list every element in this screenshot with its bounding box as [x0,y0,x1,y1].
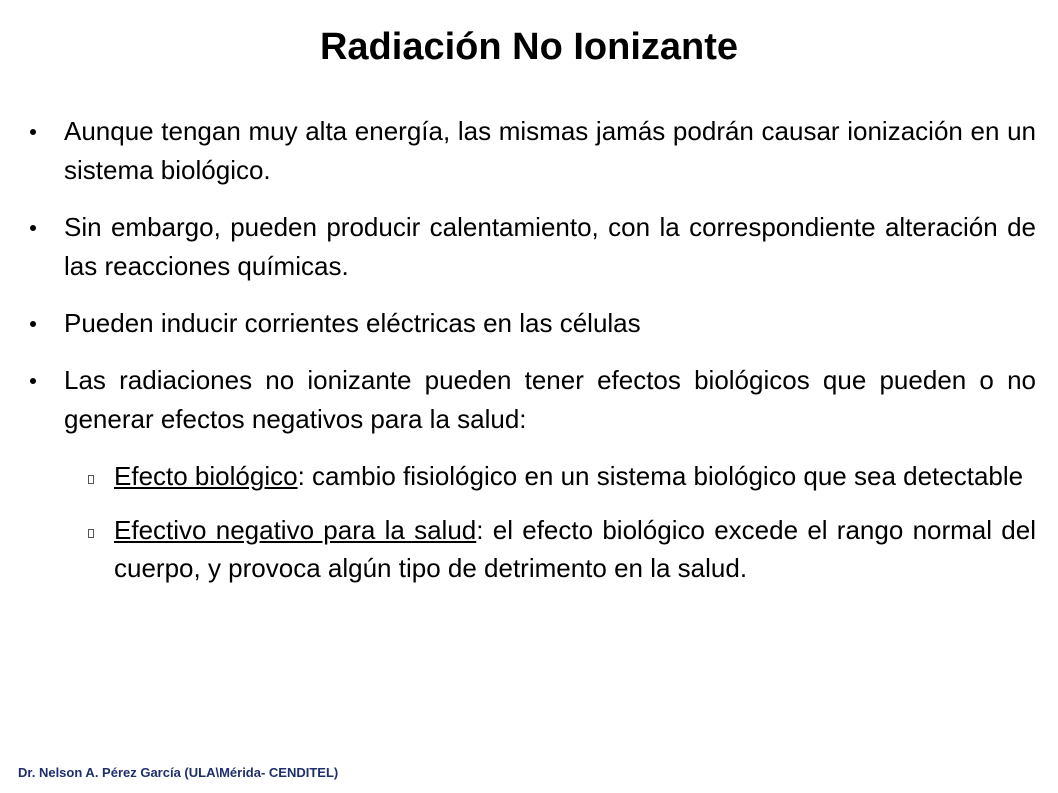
bullet-text: Las radiaciones no ionizante pueden tener efectos biológicos que pueden o no generar efectos negativos para la salud: [64,365,1036,434]
sub-bullet-term: Efecto biológico [114,461,298,491]
bullet-dot-icon [30,321,36,327]
bullet-dot-icon [30,378,36,384]
bullet-text: Sin embargo, pueden producir calentamiento, con la correspondiente alteración de las reacciones químicas. [64,212,1036,281]
bullet-text: Pueden inducir corrientes eléctricas en las células [64,308,641,338]
bullet-item [28,112,1036,190]
slide-title: Radiación No Ionizante [319,26,739,68]
bullet-dot-icon [30,129,36,135]
sub-bullet-list [78,457,1036,587]
bullet-item [28,208,1036,286]
sub-bullet-definition: : el efecto biológico excede el rango normal del cuerpo, y provoca algún tipo de detrimento en la salud. [114,515,1036,583]
sub-bullet-item [78,457,1036,495]
sub-bullet-definition: : cambio fisiológico en un sistema biológico que sea detectable [297,461,1024,491]
sub-bullet-item [78,511,1036,587]
sub-bullet-box-icon [88,475,94,484]
footer-author: Dr. Nelson A. Pérez García (ULA\Mérida- CENDITEL) [18,765,339,780]
sub-bullet-box-icon [88,529,94,538]
bullet-list [28,112,1036,605]
bullet-item [28,361,1036,587]
bullet-dot-icon [30,225,36,231]
bullet-text: Aunque tengan muy alta energía, las mismas jamás podrán causar ionización en un sistema biológico. [64,116,1036,185]
sub-bullet-term: Efectivo negativo para la salud [114,515,477,545]
bullet-item [28,304,1036,343]
